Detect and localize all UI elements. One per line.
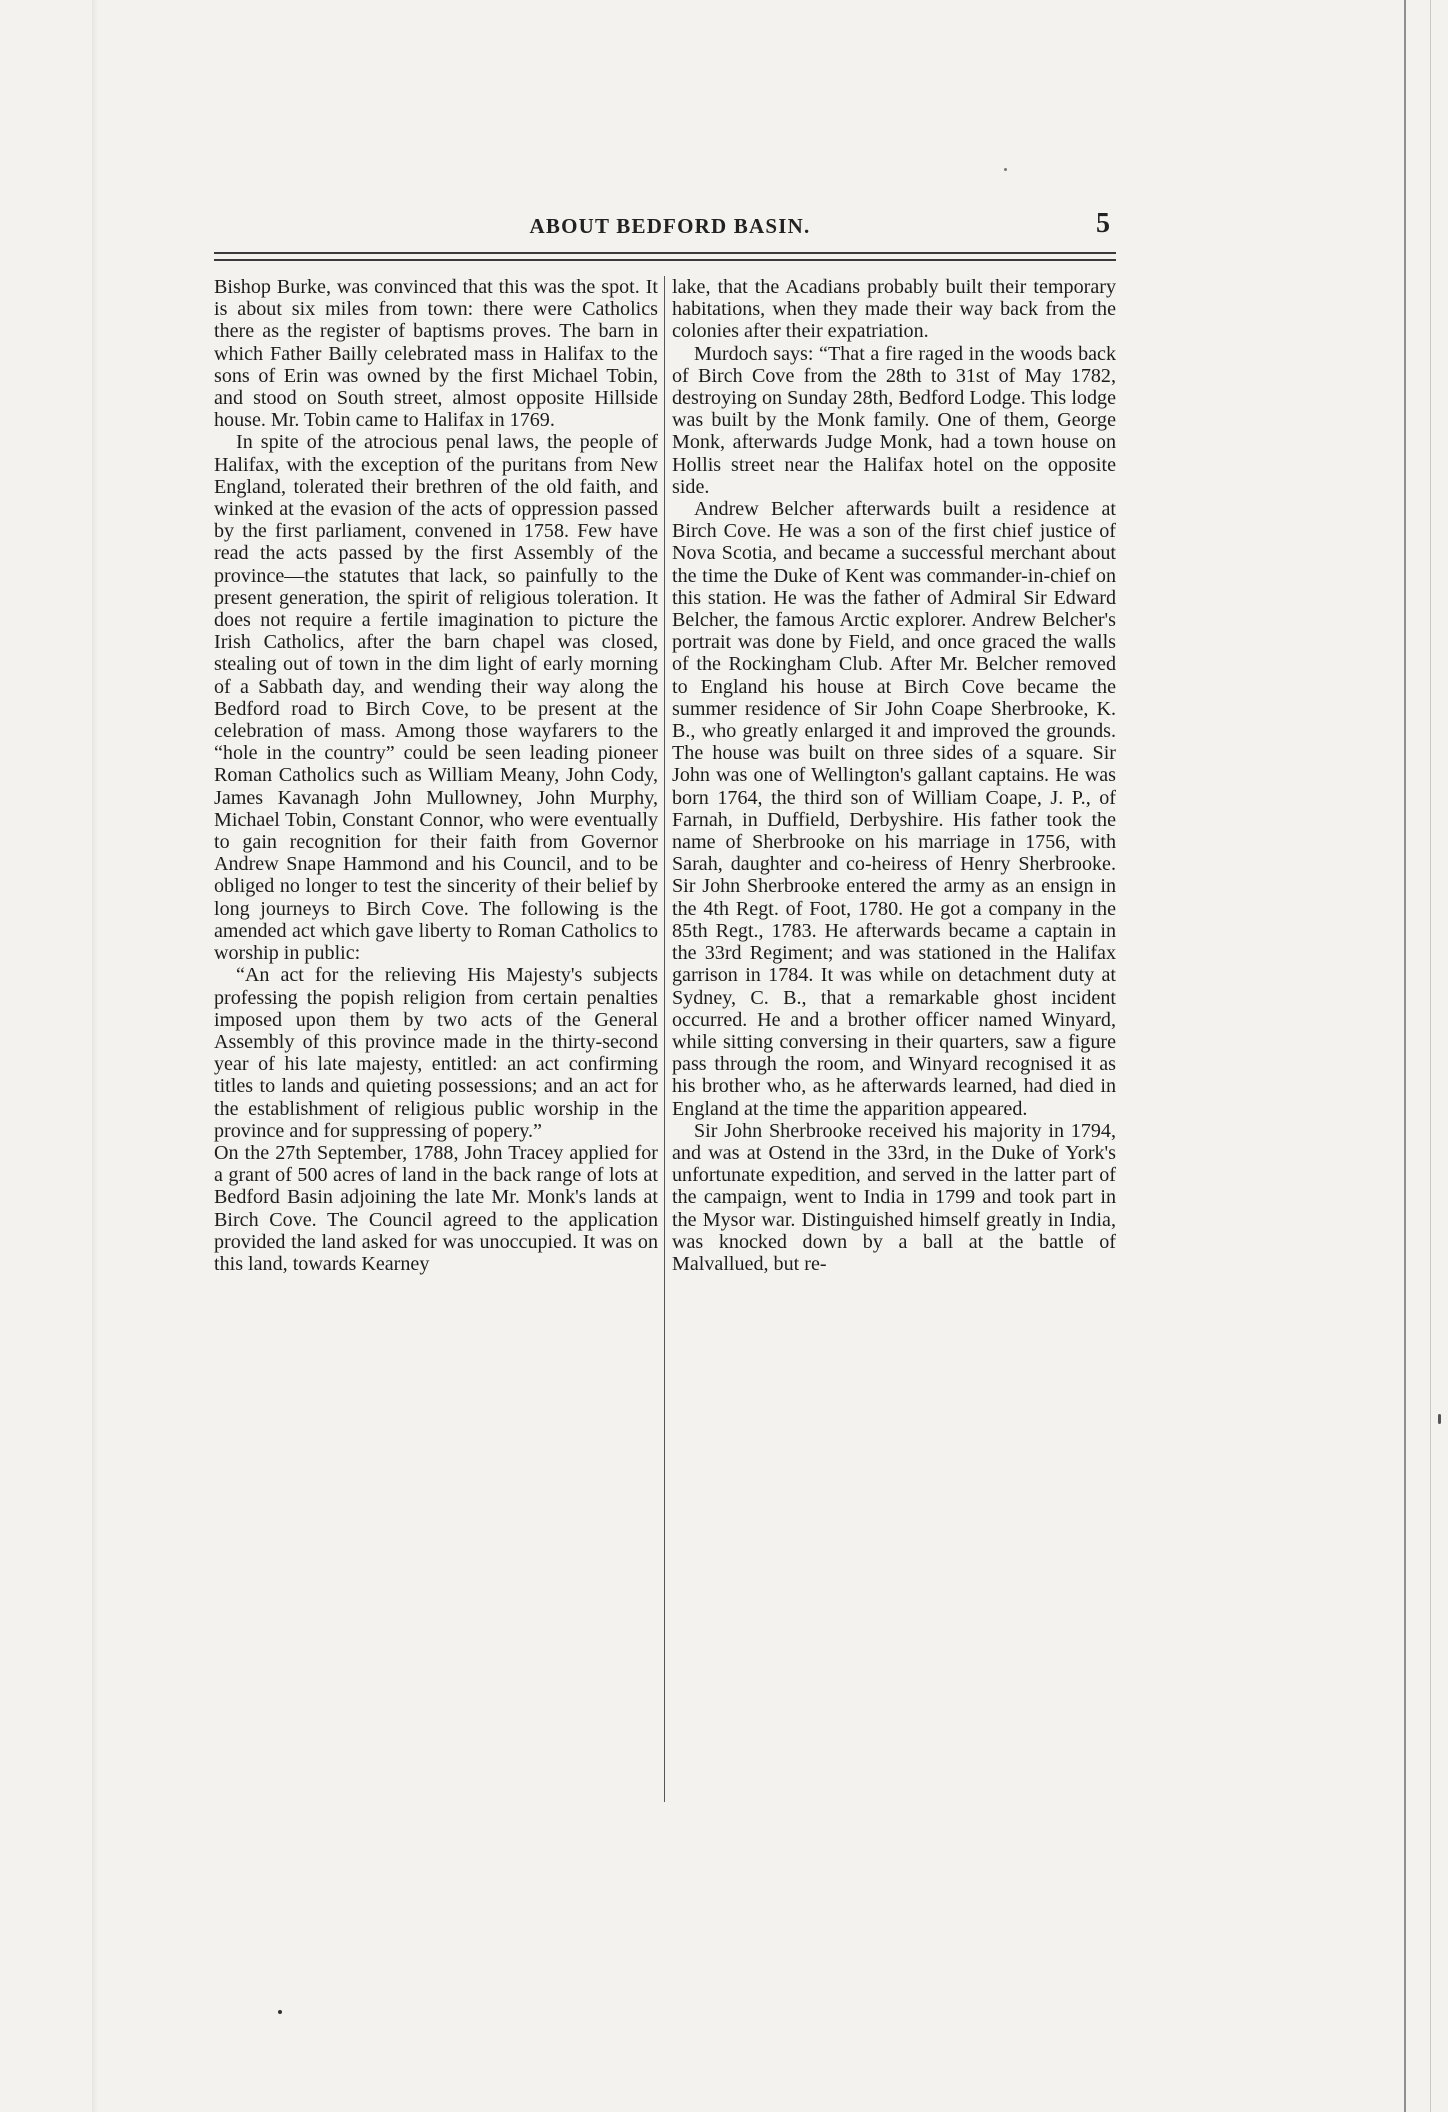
running-title: ABOUT BEDFORD BASIN. — [529, 214, 811, 238]
page-gutter-shadow — [92, 0, 98, 2112]
page-edge-line — [1404, 0, 1406, 2112]
paragraph: Andrew Belcher afterwards built a residence at Birch Cove. He was a son of the first chief justice of Nova Scotia, and became a successful merchant about the time the Duke of Kent was commander-in-chief on this station. He was the father of Admiral Sir Edward Belcher, the famous Arctic explorer. Andrew Belcher's portrait was done by Field, and once graced the walls of the Rockingham Club. After Mr. Belcher removed to England his house at Birch Cove became the summer residence of Sir John Coape Sherbrooke, K. B., who greatly enlarged it and improved the grounds. The house was built on three sides of a square. Sir John was one of Wellington's gallant captains. He was born 1764, the third son of William Coape, J. P., of Farnah, in Duffield, Derbyshire. His father took the name of Sherbrooke on his marriage in 1756, with Sarah, daughter and co-heiress of Henry Sherbrooke. Sir John Sherbrooke entered the army as an ensign in the 4th Regt. of Foot, 1780. He got a company in the 85th Regt., 1783. He afterwards became a captain in the 33rd Regiment; and was stationed in the Halifax garrison in 1784. It was while on detachment duty at Sydney, C. B., that a remarkable ghost incident occurred. He and a brother officer named Winyard, while sitting conversing in their quarters, saw a figure pass through the room, and Winyard recognised it as his brother who, as he afterwards learned, had died in England at the time the apparition appeared. — [672, 498, 1116, 1120]
right-column — [672, 276, 1116, 1275]
paragraph: Bishop Burke, was convinced that this was the spot. It is about six miles from town: there were Catholics there as the register of baptisms proves. The barn in which Father Bailly celebrated mass in Halifax to the sons of Erin was owned by the first Michael Tobin, and stood on South street, almost opposite Hillside house. Mr. Tobin came to Halifax in 1769. — [214, 276, 658, 432]
paragraph: Murdoch says: “That a fire raged in the woods back of Birch Cove from the 28th to 31st of May 1782, destroying on Sunday 28th, Bedford Lodge. This lodge was built by the Monk family. One of them, George Monk, afterwards Judge Monk, had a town house on Hollis street near the Halifax hotel on the opposite side. — [672, 342, 1116, 498]
ink-speck — [1004, 168, 1007, 171]
header-rule-bottom — [214, 259, 1116, 261]
left-column — [214, 276, 658, 1275]
quoted-act-paragraph: “An act for the relieving His Majesty's subjects professing the popish religion from certain penalties imposed upon them by two acts of the General Assembly of this province made in the thirty-second year of his late majesty, entitled: an act confirming titles to lands and quieting possessions; and an act for the establishment of religious public worship in the province and for suppressing of popery.” — [214, 964, 658, 1142]
header-rule-top — [214, 252, 1116, 254]
paragraph: On the 27th September, 1788, John Tracey applied for a grant of 500 acres of land in the back range of lots at Bedford Basin adjoining the late Mr. Monk's lands at Birch Cove. The Council agreed to the application provided the land asked for was unoccupied. It was on this land, towards Kearney — [214, 1141, 658, 1275]
paragraph: lake, that the Acadians probably built their temporary habitations, when they made their way back from the colonies after their expatriation. — [672, 276, 1116, 343]
paragraph: Sir John Sherbrooke received his majority in 1794, and was at Ostend in the 33rd, in the Duke of York's unfortunate expedition, and served in the latter part of the campaign, went to India in 1799 and took part in the Mysor war. Distinguished himself greatly in India, was knocked down by a ball at the battle of Malvallued, but re- — [672, 1119, 1116, 1275]
ink-speck — [1438, 1414, 1441, 1424]
page-number: 5 — [1096, 208, 1110, 239]
paragraph: In spite of the atrocious penal laws, the people of Halifax, with the exception of the puritans from New England, tolerated their brethren of the old faith, and winked at the evasion of the acts of oppression passed by the first parliament, convened in 1758. Few have read the acts passed by the first Assembly of the province—the statutes that lack, so painfully to the present generation, the spirit of religious toleration. It does not require a fertile imagination to picture the Irish Catholics, after the barn chapel was closed, stealing out of town in the dim light of early morning of a Sabbath day, and wending their way along the Bedford road to Birch Cove, to be present at the celebration of mass. Among those wayfarers to the “hole in the country” could be seen leading pioneer Roman Catholics such as William Meany, John Cody, James Kavanagh John Mullowney, John Murphy, Michael Tobin, Constant Connor, who were eventually to gain recognition for their faith from Governor Andrew Snape Hammond and his Council, and to be obliged no longer to test the sincerity of their belief by long journeys to Birch Cove. The following is the amended act which gave liberty to Roman Catholics to worship in public: — [214, 431, 658, 965]
ink-speck — [278, 2010, 282, 2014]
column-divider — [664, 276, 665, 1802]
page-edge-line-outer — [1430, 0, 1431, 2112]
